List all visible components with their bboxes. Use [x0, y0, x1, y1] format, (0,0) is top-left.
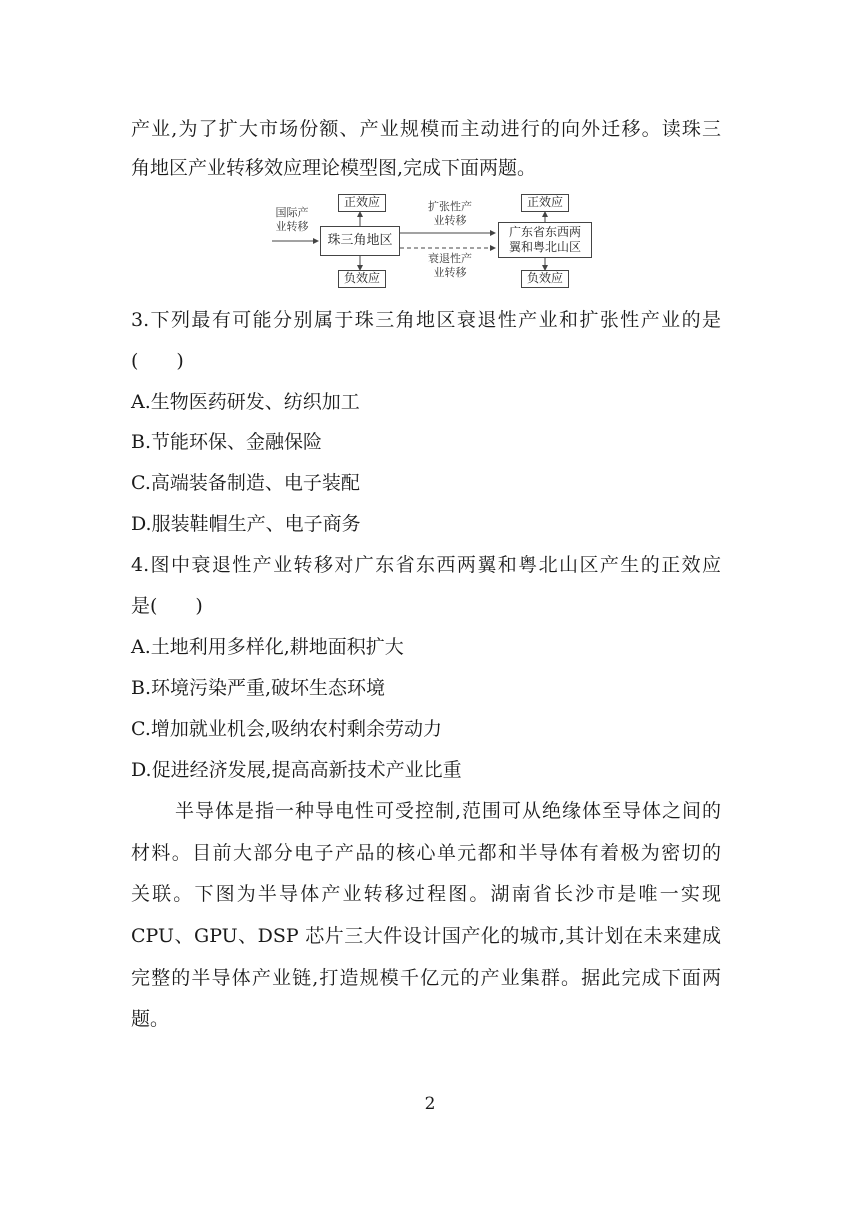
passage-line-2: 材料。目前大部分电子产品的核心单元都和半导体有着极为密切的	[131, 842, 721, 864]
q3-option-c: C.高端装备制造、电子装配	[131, 472, 360, 494]
guangdong-region-box: 广东省东西两 翼和粤北山区	[498, 222, 592, 258]
q3-stem-line-2: ( )	[131, 350, 184, 372]
passage-line-4: CPU、GPU、DSP 芯片三大件设计国产化的城市,其计划在未来建成	[131, 925, 721, 947]
passage-line-6: 题。	[131, 1008, 170, 1030]
page-number: 2	[424, 1094, 436, 1114]
q4-option-b: B.环境污染严重,破坏生态环境	[131, 677, 386, 699]
q4-option-c: C.增加就业机会,吸纳农村剩余劳动力	[131, 718, 442, 740]
q4-stem-line-1: 4.图中衰退性产业转移对广东省东西两翼和粤北山区产生的正效应	[131, 554, 721, 576]
expansion-transfer-label: 扩张性产 业转移	[428, 200, 472, 227]
industry-transfer-diagram	[270, 190, 600, 290]
negative-effect-right-box: 负效应	[521, 270, 569, 288]
passage-line-1: 半导体是指一种导电性可受控制,范围可从绝缘体至导体之间的	[175, 800, 721, 822]
positive-effect-left-box: 正效应	[338, 194, 386, 212]
q4-stem-line-2: 是( )	[131, 595, 203, 617]
q4-option-d: D.促进经济发展,提高高新技术产业比重	[131, 759, 462, 781]
passage-line-5: 完整的半导体产业链,打造规模千亿元的产业集群。据此完成下面两	[131, 967, 721, 989]
q3-option-d: D.服装鞋帽生产、电子商务	[131, 513, 361, 535]
intro-line-1: 产业,为了扩大市场份额、产业规模而主动进行的向外迁移。读珠三	[131, 118, 721, 140]
q3-stem-line-1: 3.下列最有可能分别属于珠三角地区衰退性产业和扩张性产业的是	[131, 309, 721, 331]
pearl-delta-box: 珠三角地区	[320, 226, 400, 256]
negative-effect-left-box: 负效应	[338, 270, 386, 288]
q3-option-a: A.生物医药研发、纺织加工	[131, 391, 360, 413]
decline-transfer-label: 衰退性产 业转移	[428, 252, 472, 279]
q4-option-a: A.土地利用多样化,耕地面积扩大	[131, 636, 404, 658]
q3-option-b: B.节能环保、金融保险	[131, 431, 323, 453]
intl-transfer-label: 国际产 业转移	[275, 206, 309, 233]
passage-line-3: 关联。下图为半导体产业转移过程图。湖南省长沙市是唯一实现	[131, 883, 721, 905]
positive-effect-right-box: 正效应	[521, 194, 569, 212]
intro-line-2: 角地区产业转移效应理论模型图,完成下面两题。	[131, 157, 537, 179]
